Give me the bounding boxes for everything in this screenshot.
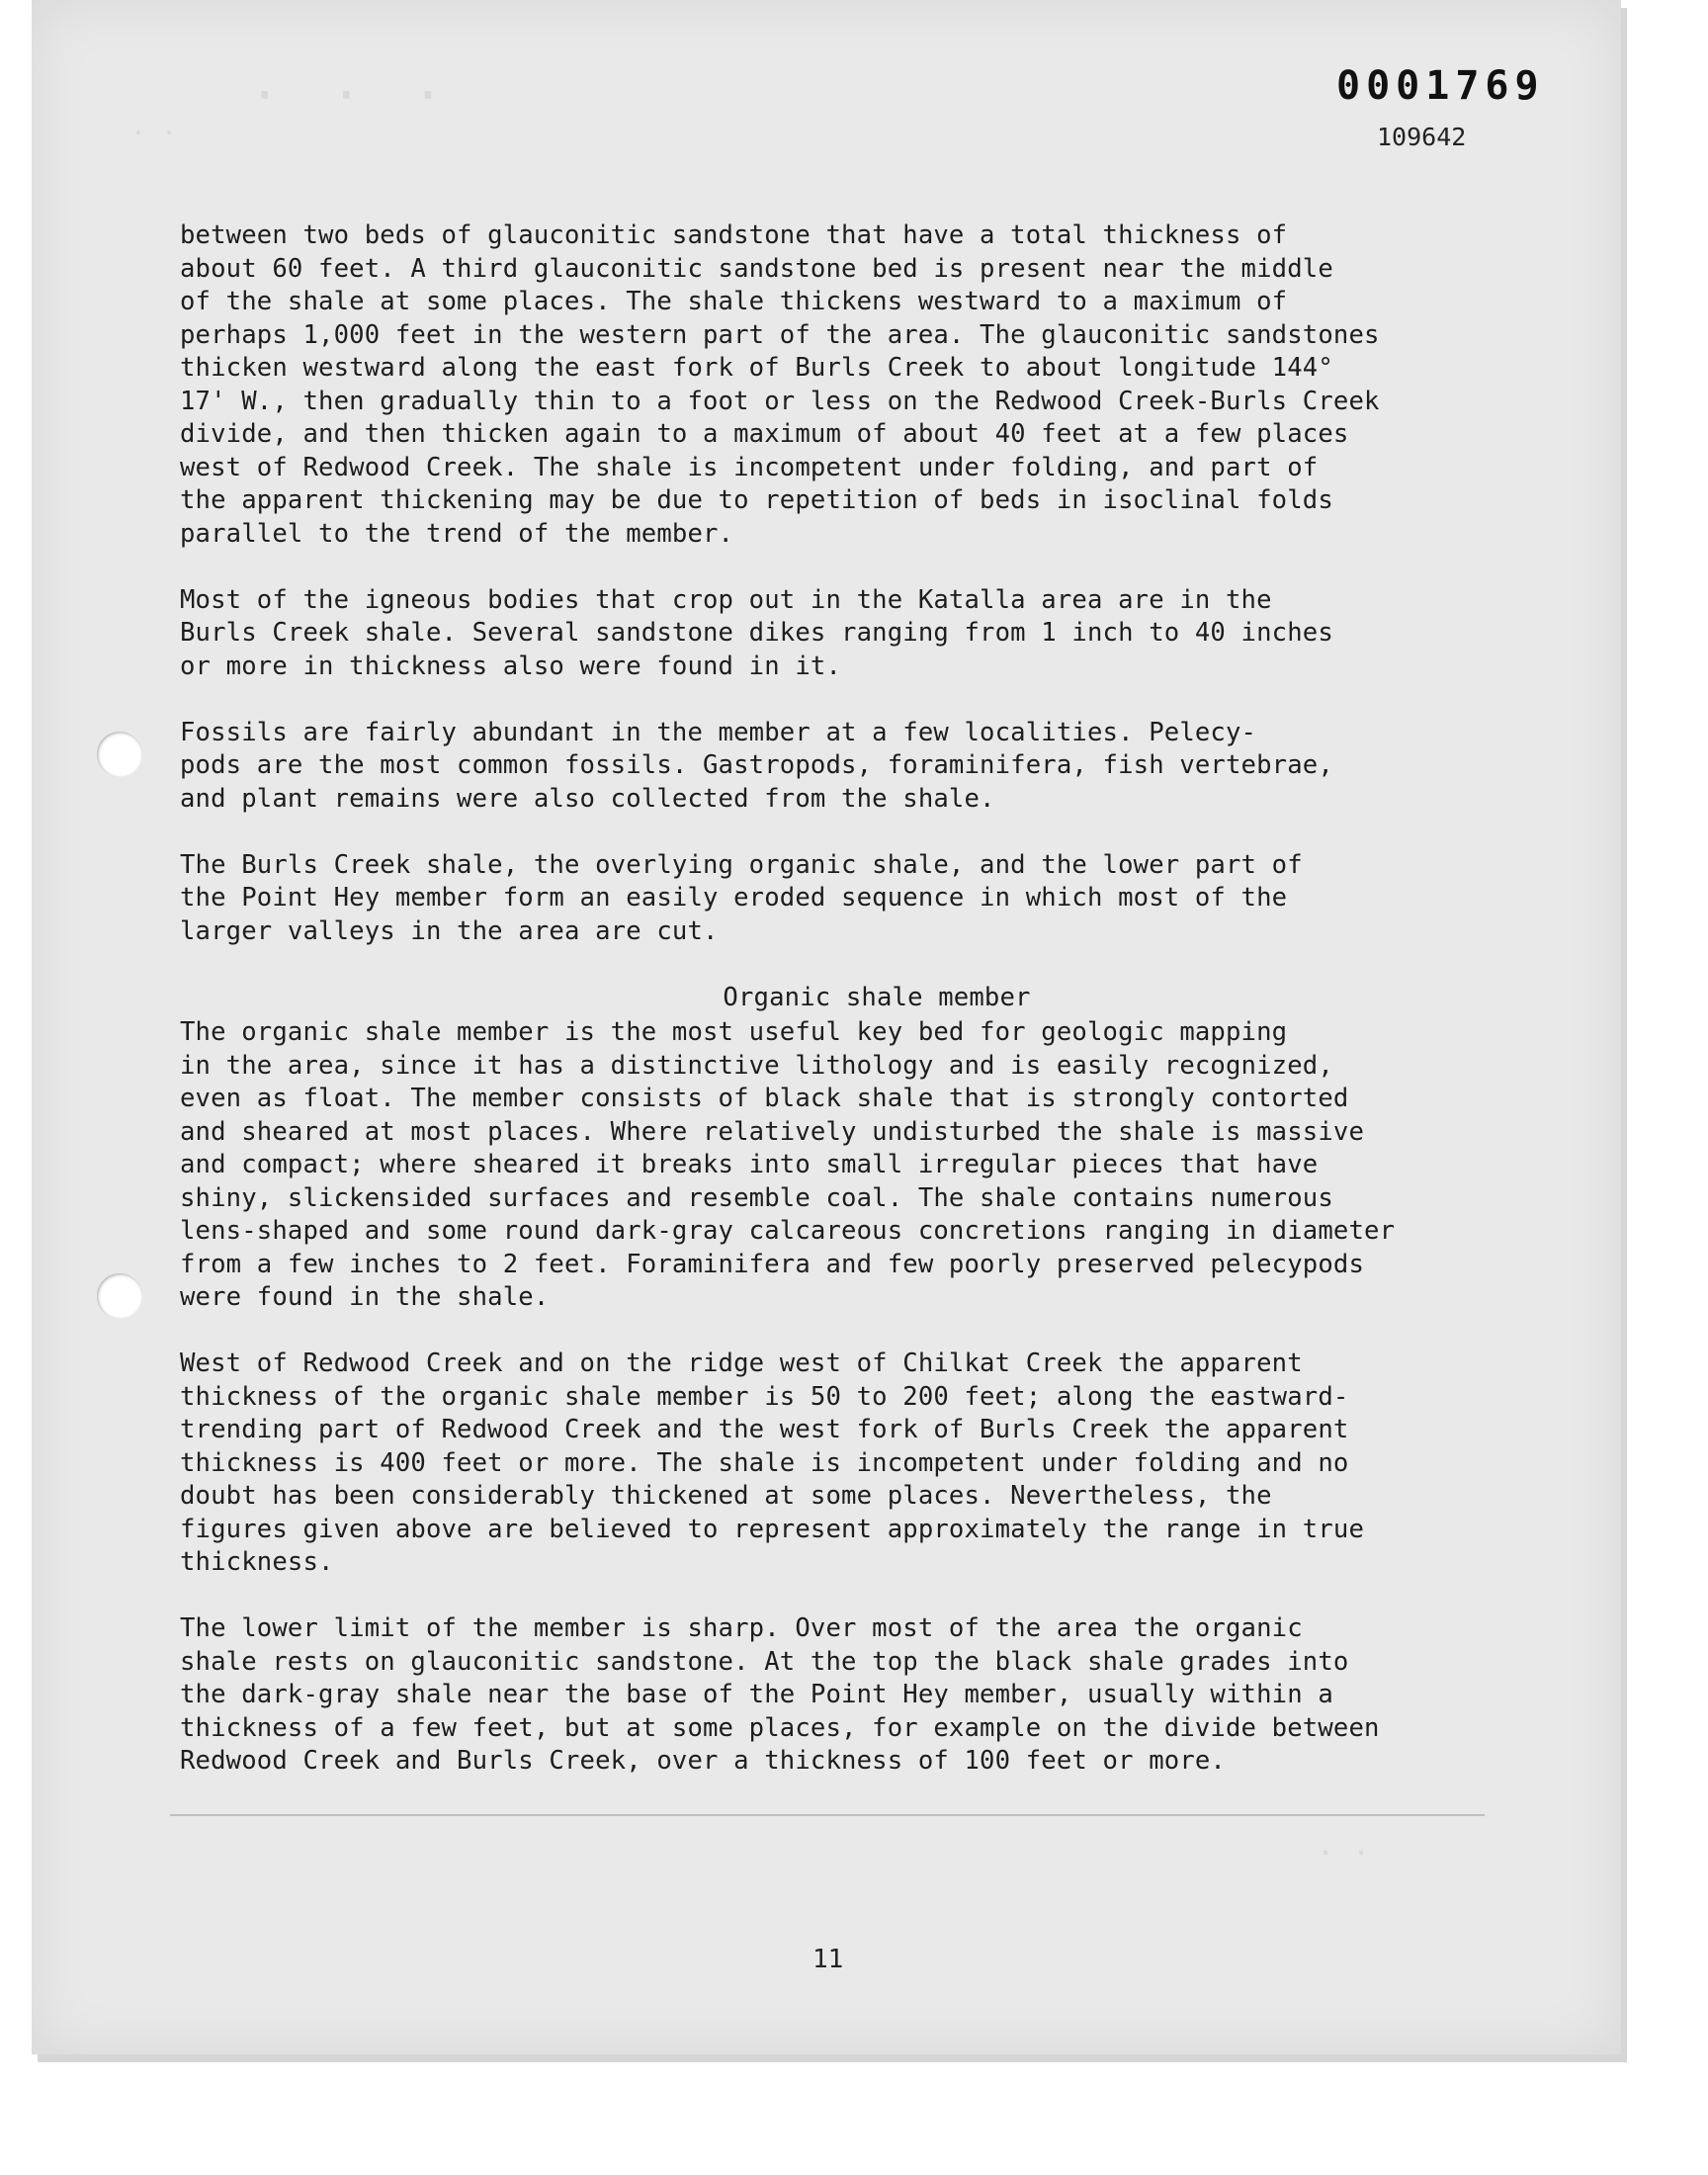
paragraph: Most of the igneous bodies that crop out in the Katalla area are in the Burls Creek shale. Several sandstone dikes ranging from 1 inch to 40 inches or more in thickness also were found in it. bbox=[180, 584, 1333, 681]
paragraph: Fossils are fairly abundant in the member at a few localities. Pelecy- pods are the most common fossils. Gastropods, foraminifera, fish vertebrae, and plant remains were also collected from the shale. bbox=[180, 717, 1333, 814]
page-body bbox=[180, 219, 1494, 1811]
bleed-through-mark: · · bbox=[130, 117, 177, 146]
bleed-through-mark: · · bbox=[1317, 1834, 1371, 1869]
paragraph: The lower limit of the member is sharp. Over most of the area the organic shale rests on glauconitic sandstone. At the top the black shale grades into the dark-gray shale near the base of the Point Hey member, usually within a thickness of a few feet, but at some places, for example on the divide between Redwood Creek and Burls Creek, over a thickness of 100 feet or more. bbox=[180, 1613, 1380, 1776]
section-heading: Organic shale member bbox=[723, 982, 1031, 1012]
paragraph: between two beds of glauconitic sandstone that have a total thickness of about 60 feet. A third glauconitic sandstone bed is present near the middle of the shale at some places. The shale thickens westward to a maximum of perhaps 1,000 feet in the western part of the area. The glauconitic sandstones thicken westward along the east fork of Burls Creek to about longitude 144° 17' W., then gradually thin to a foot or less on the Redwood Creek-Burls Creek divide, and then thicken again to a maximum of about 40 feet at a few places west of Redwood Creek. The shale is incompetent under folding, and part of the apparent thickening may be due to repetition of beds in isoclinal folds parallel to the trend of the member. bbox=[180, 220, 1380, 549]
document-number: 109642 bbox=[1377, 123, 1467, 151]
page-number: 11 bbox=[812, 1945, 844, 1974]
paragraph: The Burls Creek shale, the overlying organic shale, and the lower part of the Point Hey member form an easily eroded sequence in which most of the larger valleys in the area are cut. bbox=[180, 849, 1303, 946]
paragraph: West of Redwood Creek and on the ridge west of Chilkat Creek the apparent thickness of the organic shale member is 50 to 200 feet; along the eastward- trending part of Redwood Creek and the west fork of Burls Creek the apparent thickness is 400 feet or more. The shale is incompetent under folding and no doubt has been considerably thickened at some places. Nevertheless, the figures given above are believed to represent approximately the range in true thickness. bbox=[180, 1348, 1365, 1577]
punch-hole bbox=[97, 1273, 142, 1319]
bleed-through-mark: · · · bbox=[249, 64, 454, 124]
punch-hole bbox=[97, 732, 142, 777]
paragraph: The organic shale member is the most useful key bed for geologic mapping in the area, since it has a distinctive lithology and is easily recognized, even as float. The member consists of black shale that is strongly contorted and sheared at most places. Where relatively undisturbed the shale is massive and compact; where sheared it breaks into small irregular pieces that have shiny, slickensided surfaces and resemble coal. The shale contains numerous lens-shaped and some round dark-gray calcareous concretions ranging in diameter from a few inches to 2 feet. Foraminifera and few poorly preserved pelecypods were found in the shale. bbox=[180, 1017, 1396, 1312]
footnote-rule bbox=[170, 1814, 1485, 1816]
stamp-number: 0001769 bbox=[1336, 63, 1545, 109]
